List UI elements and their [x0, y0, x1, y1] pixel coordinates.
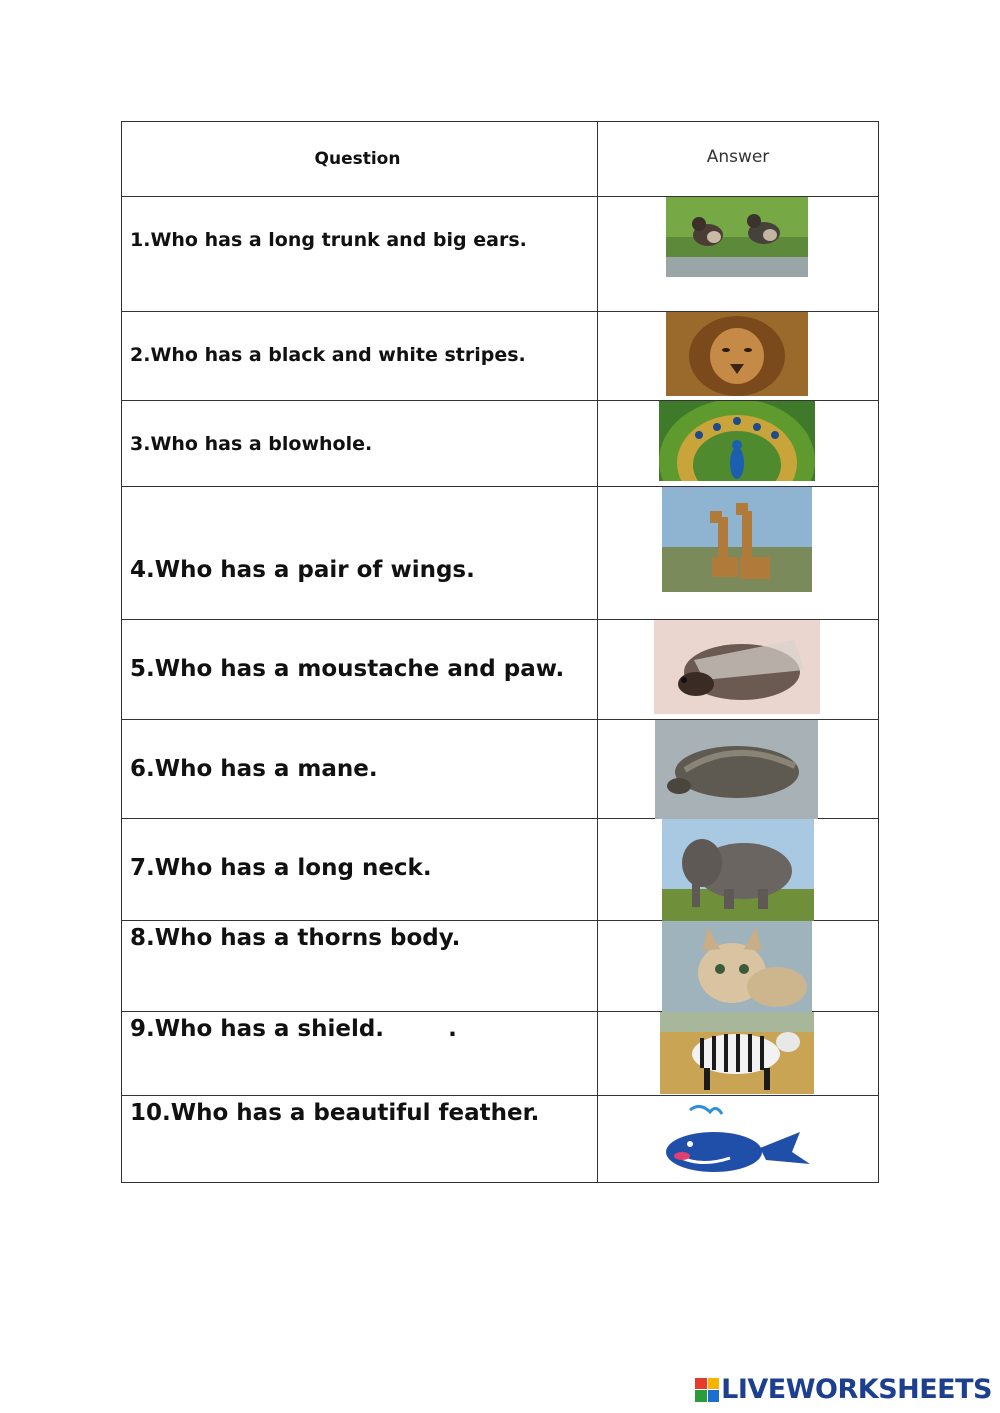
- header-answer-cell: [598, 122, 878, 196]
- question-cell: [122, 401, 598, 486]
- answer-cell[interactable]: [598, 720, 878, 818]
- question-text: 4.Who has a pair of wings.: [130, 557, 475, 583]
- porcupine-photo[interactable]: [654, 620, 820, 714]
- sand-cat-photo[interactable]: [662, 921, 812, 1012]
- answer-cell[interactable]: [598, 487, 878, 619]
- birds-photo[interactable]: [666, 197, 808, 277]
- question-cell: [122, 921, 598, 1011]
- answer-cell[interactable]: [598, 1012, 878, 1095]
- question-cell: [122, 487, 598, 619]
- table-row: [122, 819, 878, 921]
- question-cell: [122, 720, 598, 818]
- pangolin-photo[interactable]: [655, 720, 818, 819]
- header-question-label: Question: [314, 149, 401, 169]
- header-question-cell: [122, 122, 598, 196]
- question-cell: [122, 312, 598, 400]
- giraffes-photo[interactable]: [662, 487, 812, 592]
- table-header-row: [122, 122, 878, 197]
- question-cell: [122, 1096, 598, 1182]
- elephant-photo[interactable]: [662, 819, 814, 921]
- table-row: [122, 720, 878, 819]
- question-text: 3.Who has a blowhole.: [130, 433, 373, 455]
- answer-cell[interactable]: [598, 921, 878, 1011]
- question-cell: [122, 819, 598, 920]
- question-cell: [122, 197, 598, 311]
- question-text: 2.Who has a black and white stripes.: [130, 344, 526, 366]
- answer-cell[interactable]: [598, 197, 878, 311]
- zebra-photo[interactable]: [660, 1012, 814, 1094]
- answer-cell[interactable]: [598, 819, 878, 920]
- answer-cell[interactable]: [598, 620, 878, 719]
- question-text: 6.Who has a mane.: [130, 756, 378, 782]
- question-text: 10.Who has a beautiful feather.: [130, 1100, 540, 1126]
- liveworksheets-logo-icon: [695, 1378, 719, 1402]
- table-row: [122, 1096, 878, 1182]
- peacock-photo[interactable]: [659, 401, 815, 481]
- answer-cell[interactable]: [598, 401, 878, 486]
- table-row: [122, 312, 878, 401]
- table-row: [122, 401, 878, 487]
- question-text: 5.Who has a moustache and paw.: [130, 656, 565, 682]
- table-row: [122, 487, 878, 620]
- table-row: [122, 921, 878, 1012]
- lion-photo[interactable]: [666, 312, 808, 396]
- table-row: [122, 620, 878, 720]
- liveworksheets-logo: [695, 1374, 992, 1405]
- liveworksheets-brand-text: LIVEWORKSHEETS: [721, 1374, 992, 1405]
- question-cell: [122, 1012, 598, 1095]
- whale-cartoon[interactable]: [660, 1102, 820, 1178]
- question-text: 8.Who has a thorns body.: [130, 925, 461, 951]
- question-cell: [122, 620, 598, 719]
- answer-cell[interactable]: [598, 1096, 878, 1182]
- table-row: [122, 197, 878, 312]
- answer-cell[interactable]: [598, 312, 878, 400]
- header-answer-label: Answer: [706, 147, 770, 167]
- question-answer-table: [121, 121, 879, 1183]
- table-row: [122, 1012, 878, 1096]
- question-text: 9.Who has a shield. .: [130, 1016, 457, 1042]
- question-text: 7.Who has a long neck.: [130, 855, 432, 881]
- question-text: 1.Who has a long trunk and big ears.: [130, 229, 527, 251]
